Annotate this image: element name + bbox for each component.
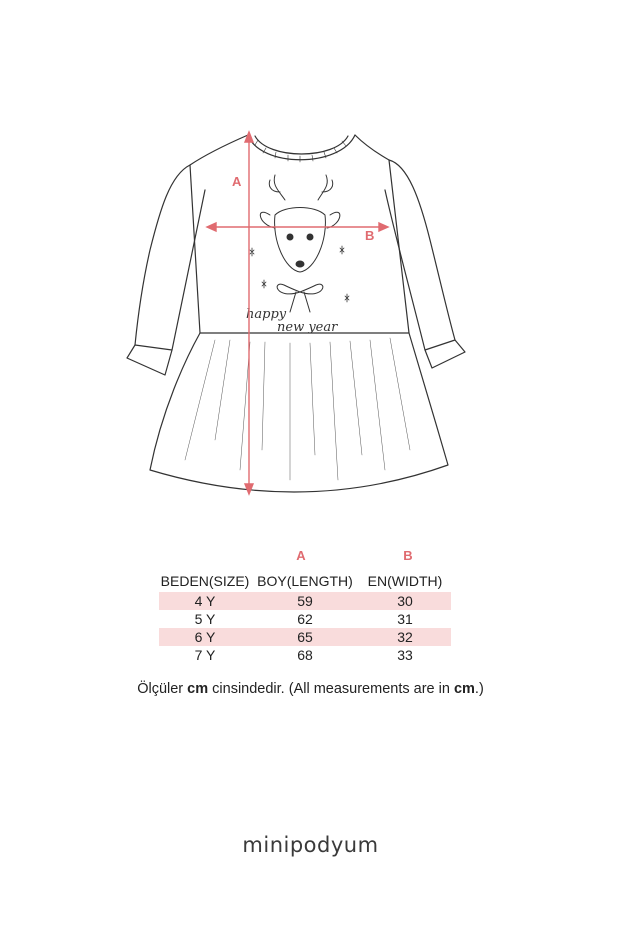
- measure-width-arrow-left: [207, 223, 216, 231]
- table-row: [159, 646, 451, 664]
- size-chart-table: [159, 570, 451, 664]
- cell-size: 4 Y: [159, 592, 251, 610]
- right-cuff: [425, 340, 465, 368]
- left-cuff: [127, 345, 172, 375]
- cell-length: 68: [297, 647, 313, 663]
- table-row: [159, 610, 451, 628]
- print-text-new-year: new year: [277, 320, 338, 335]
- measure-length-arrow-top: [245, 132, 253, 142]
- header-width: EN(WIDTH): [367, 573, 443, 589]
- measurement-note: [0, 681, 621, 697]
- note-text-2: cinsindedir. (All measurements are in: [208, 681, 454, 697]
- collar-outline: [248, 135, 355, 160]
- deer-print: [260, 175, 340, 312]
- column-letter-a: A: [296, 548, 306, 563]
- cell-size: 6 Y: [159, 628, 251, 646]
- table-row: [159, 592, 451, 610]
- label-b: B: [365, 228, 375, 243]
- cell-length: 59: [251, 592, 359, 610]
- note-unit-1: cm: [187, 681, 209, 697]
- header-size: BEDEN(SIZE): [160, 573, 250, 589]
- measure-width-arrow-right: [379, 223, 388, 231]
- table-header-row: [159, 570, 451, 592]
- cell-length: 62: [297, 611, 313, 627]
- header-length: BOY(LENGTH): [257, 573, 353, 589]
- cell-width: 33: [397, 647, 413, 663]
- table-row: [159, 628, 451, 646]
- bodice-outline: [190, 135, 409, 333]
- cell-size: 5 Y: [194, 611, 216, 627]
- column-letter-b: B: [403, 548, 413, 563]
- cell-width: 32: [359, 628, 451, 646]
- note-text-1: Ölçüler: [137, 681, 188, 697]
- cell-width: 30: [359, 592, 451, 610]
- label-a: A: [232, 174, 242, 189]
- left-sleeve-outline: [135, 165, 190, 345]
- star-decorations: [250, 246, 349, 302]
- cell-size: 7 Y: [194, 647, 216, 663]
- brand-logo: minipodyum: [242, 833, 379, 857]
- note-text-3: .): [474, 681, 484, 697]
- cell-width: 31: [397, 611, 413, 627]
- note-unit-2: cm: [453, 681, 475, 697]
- print-text-happy: happy: [246, 307, 287, 322]
- cell-length: 65: [251, 628, 359, 646]
